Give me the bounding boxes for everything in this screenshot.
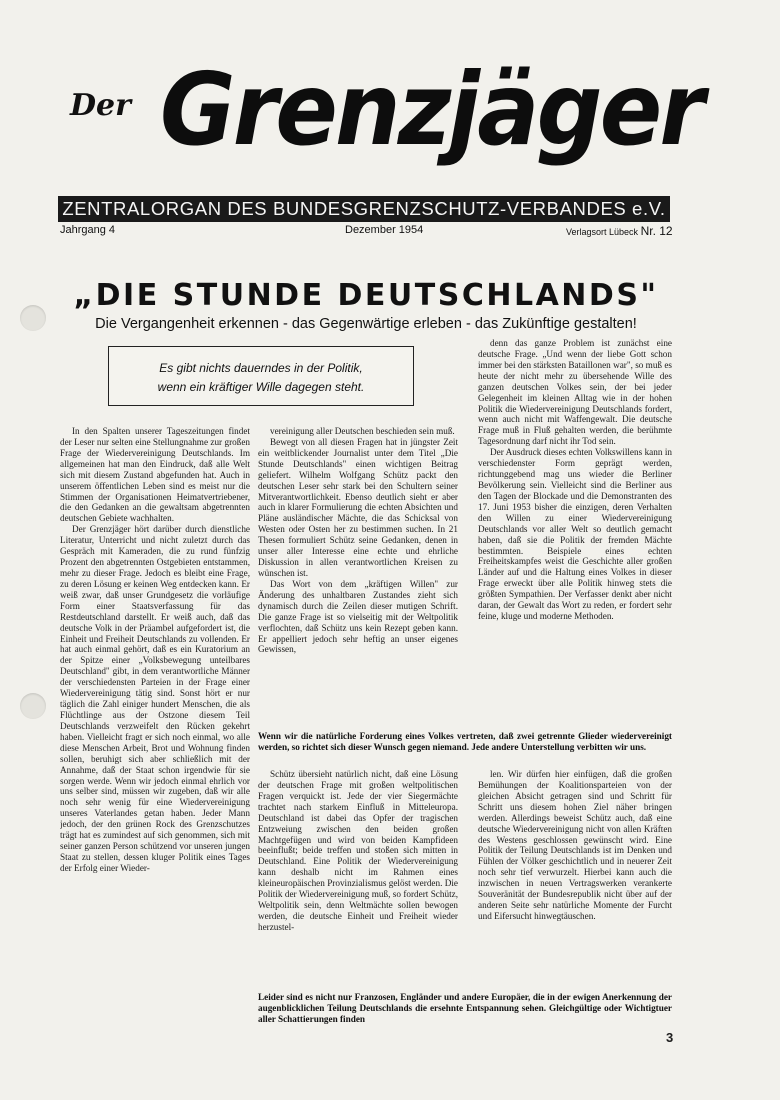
masthead-der: Der xyxy=(70,88,131,123)
paragraph: Das Wort von dem „kräftigen Willen" zur Änderung des unhaltbaren Zustandes zieht sich dynamisch durch die Zeilen dieser mutigen Schrift. Die ganze Frage ist so vielseitig mit der Weltpolitik verflochten, daß Schütz uns kein Rezept geben kann. Er appelliert jedoch sehr heftig an unser eigenes Gewissen, xyxy=(258,578,458,655)
article-column-2 xyxy=(258,426,458,726)
bold-callout-middle: Wenn wir die natürliche Forderung eines Volkes vertreten, daß zwei getrennte Glieder wiedervereinigt werden, so richtet sich dieser Wunsch gegen niemand. Jede andere Unterstellung verbitten wir uns. xyxy=(258,731,672,752)
masthead-title: Grenzjäger xyxy=(160,51,702,168)
issue-date: Dezember 1954 xyxy=(345,224,424,236)
volume-label: Jahrgang 4 xyxy=(60,224,116,236)
issue-number: Nr. 12 xyxy=(640,224,673,238)
publisher-info xyxy=(566,224,673,238)
paragraph: vereinigung aller Deutschen beschieden sein muß. xyxy=(270,426,455,436)
quote-box xyxy=(108,346,414,406)
article-column-4 xyxy=(258,769,458,989)
paragraph: In den Spalten unserer Tageszeitungen findet der Leser nur selten eine Stellungnahme zur großen Frage der Wiedervereinigung Deutschlands. Im allgemeinen hat man den Eindruck, daß alle Welt sich mit diesem Zustand abgefunden hat. Auch in unserem öffentlichen Leben sind es meist nur die Stimmen der Organisationen Heimatvertriebener, die den Gedanken an die gewaltsam abgetrennten deutschen Gebiete wachhalten. xyxy=(60,426,250,524)
paragraph: Schütz übersieht natürlich nicht, daß eine Lösung der deutschen Frage mit großen weltpolitischen Fragen verquickt ist. Jede der vier Siegermächte trachtet nach starkem Einfluß in Mitteleuropa. Deutschland ist dabei das Opfer der tragischen Entzweiung zwischen den beiden großen Machtgefügen und wird von beiden Kampfideen beeinflußt; beide treffen und stoßen sich mitten in Deutschland. Eine Politik der Wiedervereinigung kann deshalb nicht im Rahmen eines kleineuropäischen Provinzialismus gelöst werden. Die Politik der Wiedervereinigung muß, so fordert Schütz, Weltpolitik sein, denn Weltmächte sollen bewogen werden, die deutsche Einheit und Freiheit wieder herzustel- xyxy=(258,769,458,932)
article-subheadline: Die Vergangenheit erkennen - das Gegenwärtige erleben - das Zukünftige gestalten! xyxy=(95,316,637,332)
article-column-3 xyxy=(478,338,672,726)
article-column-5 xyxy=(478,769,672,989)
quote-line-2: wenn ein kräftiger Wille dagegen steht. xyxy=(157,380,365,394)
publisher-place: Verlagsort Lübeck xyxy=(566,227,639,237)
paragraph: denn das ganze Problem ist zunächst eine deutsche Frage. „Und wenn der liebe Gott schon immer bei den stärksten Bataillonen war", so muß es heute der nicht mehr zu übersehende Wille des ganzen deutschen Volkes sein, der bei jeder Gelegenheit im kleinen Alltag wie in der hohen Politik die Wiedervereinigung Deutschlands fordert, wenn auch nicht mit Waffengewalt. Die deutsche Frage muß in Fluß gehalten werden, die berühmte Tagesordnung darf nicht ihr Tod sein. xyxy=(478,338,672,447)
masthead xyxy=(60,51,702,210)
article-column-1 xyxy=(60,426,250,1026)
article-headline: „DIE STUNDE DEUTSCHLANDS" xyxy=(73,278,659,313)
page-number: 3 xyxy=(666,1030,674,1045)
paragraph: Der Grenzjäger hört darüber durch dienstliche Literatur, Unterricht und nicht zuletzt durch das Gespräch mit Kameraden, die zu rund fünfzig Prozent den abgetrennten Ostgebieten entstammen, mehr zu dieser Frage. Jedoch es bleibt eine Frage, zu deren Lösung er keinen Weg entdecken kann. Er weiß zwar, daß unser Grundgesetz die vorläufige Form einer Staatsverfassung für das Restdeutschland darstellt. Er weiß auch, daß das deutsche Volk in der Präambel aufgefordert ist, die Einheit und Freiheit Deutschlands zu vollenden. Er hat auch einmal gehört, daß es ein Kuratorium an der Spitze einer „Volksbewegung unteilbares Deutschland" gibt, in dem verantwortliche Männer der verschiedensten Parteien in der Frage einer Wiedervereinigung tätig sind. Sonst hört er nur täglich die Zahl einiger hundert Menschen, die als Flüchtlinge aus der Ostzone diesem Teil Deutschlands verzweifelt den Rücken gekehrt haben. Vielleicht fragt er sich noch einmal, wo alle diese Menschen Arbeit, Brot und Wohnung finden sollen, beruhigt sich aber schließlich mit der Annahme, daß der Staat schon irgendwie für sie sorgen werde. Wenn wir jedoch einmal ehrlich vor uns selber sind, müssen wir zugeben, daß wir alle noch sehr wenig für eine Wiedervereinigung unseres Vaterlandes getan haben. Jeder Mann jedoch, der den grünen Rock des Grenzschutzes trägt hat es zumindest auf sich genommen, sich mit seiner ganzen Person schützend vor unseren jungen Staat zu stellen, dessen kluger Politik eines Tages der Erfolg einer Wieder- xyxy=(60,524,250,873)
paragraph: len. Wir dürfen hier einfügen, daß die großen Bemühungen der Koalitionsparteien von der gleichen Absicht getragen sind und Schritt für Schritt uns diesem hohen Ziel näher bringen werden. Allerdings beweist Schütz auch, daß eine deutsche Wiedervereinigung nicht von allen Kräften des Westens geschlossen gewünscht wird. Eine Politik der Teilung Deutschlands ist im Denken und Fühlen der Völker geschichtlich und in neuerer Zeit noch sehr tief verwurzelt. Hierbei kann auch die inzwischen in neuen Vertragswerken verankerte Souveränität der Bundesrepublik nicht über auf der anderen Seite sehr natürliche Momente der Furcht und Eifersucht hinwegtäuschen. xyxy=(478,769,672,921)
paragraph: Bewegt von all diesen Fragen hat in jüngster Zeit ein weitblickender Journalist unter dem Titel „Die Stunde Deutschlands" einen wichtigen Beitrag geliefert. Wilhelm Wolfgang Schütz packt den deutschen Leser sehr stark bei den Schultern seiner Mitverantwortlichkeit. Ebenso deutlich sieht er aber auch in klarer Formulierung die echten Absichten und Pläne ausländischer Mächte, die das Schicksal von Westen oder Osten her zu bestimmen suchen. In 21 Thesen formuliert Schütz seine Gedanken, denen in unser aller Interesse eine echte und ehrliche Diskussion in allen verantwortlichen Kreisen zu wünschen ist. xyxy=(258,436,458,578)
masthead-subtitle-bar: ZENTRALORGAN DES BUNDESGRENZSCHUTZ-VERBANDES e.V. xyxy=(58,196,670,222)
bold-callout-bottom: Leider sind es nicht nur Franzosen, Engländer und andere Europäer, die in der ewigen Anerkennung der augenblicklichen Teilung Deutschlands die ersehnte Entspannung sehen. Gleichgültige oder Wichtigtuer aller Schattierungen finden xyxy=(258,992,672,1024)
paragraph: Der Ausdruck dieses echten Volkswillens kann in verschiedenster Form geprägt werden, richtunggebend mag uns wieder die Berliner Bevölkerung sein. Vielleicht sind die Berliner aus den Tagen der Blockade und die Demonstranten des 17. Juni 1953 bisher die einzigen, deren Verhalten den Willen zu einer Wiedervereinigung Deutschlands vor aller Welt so deutlich gemacht haben, daß sie die Politik der fremden Mächte bestimmten. Beispiele eines echten Freiheitskampfes weist die Geschichte aller großen Länder auf und die Haltung eines Volkes in dieser Frage erweckt über alle Politik hinweg stets die größten Sympathien. Der Verfasser denkt aber nicht daran, der Gewalt das Wort zu reden, er fordert sehr feine, kluge und moderne Methoden. xyxy=(478,447,672,622)
quote-line-1: Es gibt nichts dauerndes in der Politik, xyxy=(159,361,363,375)
